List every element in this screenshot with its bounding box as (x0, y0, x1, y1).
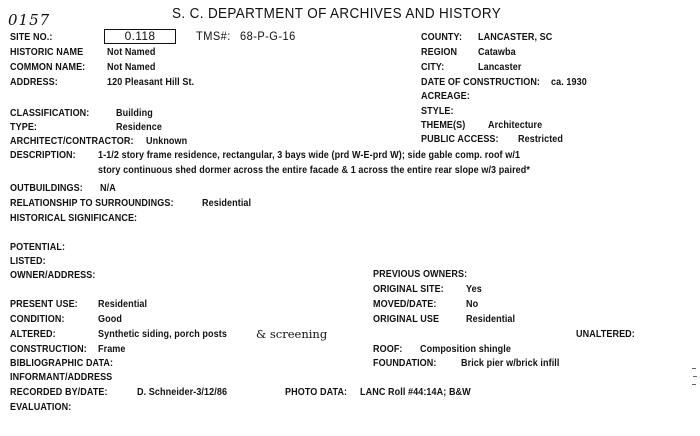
foundation-value: Brick pier w/brick infill (461, 357, 560, 369)
scan-margin-mark (693, 376, 697, 377)
address-value: 120 Pleasant Hill St. (107, 76, 195, 88)
potential-label: POTENTIAL: (10, 241, 66, 253)
description-line-1: 1-1/2 story frame residence, rectangular, 3 bays wide (prd W-E-prd W); side gable comp. roof w/1 (98, 149, 521, 161)
city-label: CITY: (421, 61, 445, 73)
common-name-value: Not Named (107, 61, 156, 73)
photo-data-value: LANC Roll #44:14A; B&W (360, 386, 471, 398)
roof-label: ROOF: (373, 343, 403, 355)
altered-value: Synthetic siding, porch posts (98, 328, 227, 340)
address-label: ADDRESS: (10, 76, 58, 88)
construction-value: Frame (98, 343, 126, 355)
construction-label: CONSTRUCTION: (10, 343, 87, 355)
public-access-label: PUBLIC ACCESS: (421, 133, 499, 145)
scan-margin-mark (692, 384, 696, 385)
roof-value: Composition shingle (420, 343, 511, 355)
present-use-label: PRESENT USE: (10, 298, 78, 310)
historic-name-value: Not Named (107, 46, 156, 58)
scan-margin-mark (692, 368, 696, 369)
region-value: Catawba (478, 46, 516, 58)
description-label: DESCRIPTION: (10, 149, 76, 161)
moved-date-value: No (466, 298, 479, 310)
evaluation-label: EVALUATION: (10, 401, 72, 413)
region-label: REGION (421, 46, 458, 58)
description-line-2: story continuous shed dormer across the entire facade & 1 across the entire rear slope w/3 paired* (98, 164, 530, 176)
site-no-label: SITE NO.: (10, 31, 53, 43)
relationship-value: Residential (202, 197, 252, 209)
acreage-label: ACREAGE: (421, 90, 470, 102)
handwritten-record-number: 0157 (8, 11, 51, 29)
present-use-value: Residential (98, 298, 148, 310)
listed-label: LISTED: (10, 255, 46, 267)
site-no-value: 0.118 (104, 29, 176, 44)
original-site-value: Yes (466, 283, 482, 295)
style-label: STYLE: (421, 105, 454, 117)
classification-label: CLASSIFICATION: (10, 107, 90, 119)
informant-address-label: INFORMANT/ADDRESS (10, 371, 113, 383)
condition-value: Good (98, 313, 122, 325)
architect-value: Unknown (146, 135, 188, 147)
tms-label: TMS#: (196, 29, 231, 43)
type-value: Residence (116, 121, 162, 133)
previous-owners-label: PREVIOUS OWNERS: (373, 268, 468, 280)
outbuildings-value: N/A (100, 182, 116, 194)
themes-value: Architecture (488, 119, 543, 131)
public-access-value: Restricted (518, 133, 564, 145)
classification-value: Building (116, 107, 153, 119)
relationship-label: RELATIONSHIP TO SURROUNDINGS: (10, 197, 174, 209)
photo-data-label: PHOTO DATA: (285, 386, 348, 398)
county-value: LANCASTER, SC (478, 31, 553, 43)
altered-handwritten-addition: & screening (256, 327, 328, 341)
city-value: Lancaster (478, 61, 522, 73)
type-label: TYPE: (10, 121, 38, 133)
tms-value: 68-P-G-16 (240, 29, 296, 43)
date-of-construction-label: DATE OF CONSTRUCTION: (421, 76, 541, 88)
foundation-label: FOUNDATION: (373, 357, 437, 369)
original-use-value: Residential (466, 313, 516, 325)
original-use-label: ORIGINAL USE (373, 313, 440, 325)
historical-significance-label: HISTORICAL SIGNIFICANCE: (10, 212, 138, 224)
historic-name-label: HISTORIC NAME (10, 46, 84, 58)
condition-label: CONDITION: (10, 313, 65, 325)
architect-label: ARCHITECT/CONTRACTOR: (10, 135, 134, 147)
recorded-by-label: RECORDED BY/DATE: (10, 386, 108, 398)
common-name-label: COMMON NAME: (10, 61, 86, 73)
themes-label: THEME(S) (421, 119, 466, 131)
original-site-label: ORIGINAL SITE: (373, 283, 444, 295)
outbuildings-label: OUTBUILDINGS: (10, 182, 83, 194)
unaltered-label: UNALTERED: (576, 328, 635, 340)
date-of-construction-value: ca. 1930 (551, 76, 587, 88)
altered-label: ALTERED: (10, 328, 56, 340)
bibliographic-data-label: BIBLIOGRAPHIC DATA: (10, 357, 114, 369)
county-label: COUNTY: (421, 31, 463, 43)
recorded-by-value: D. Schneider-3/12/86 (137, 386, 228, 398)
document-title: S. C. DEPARTMENT OF ARCHIVES AND HISTORY (172, 6, 502, 22)
moved-date-label: MOVED/DATE: (373, 298, 437, 310)
owner-address-label: OWNER/ADDRESS: (10, 269, 96, 281)
